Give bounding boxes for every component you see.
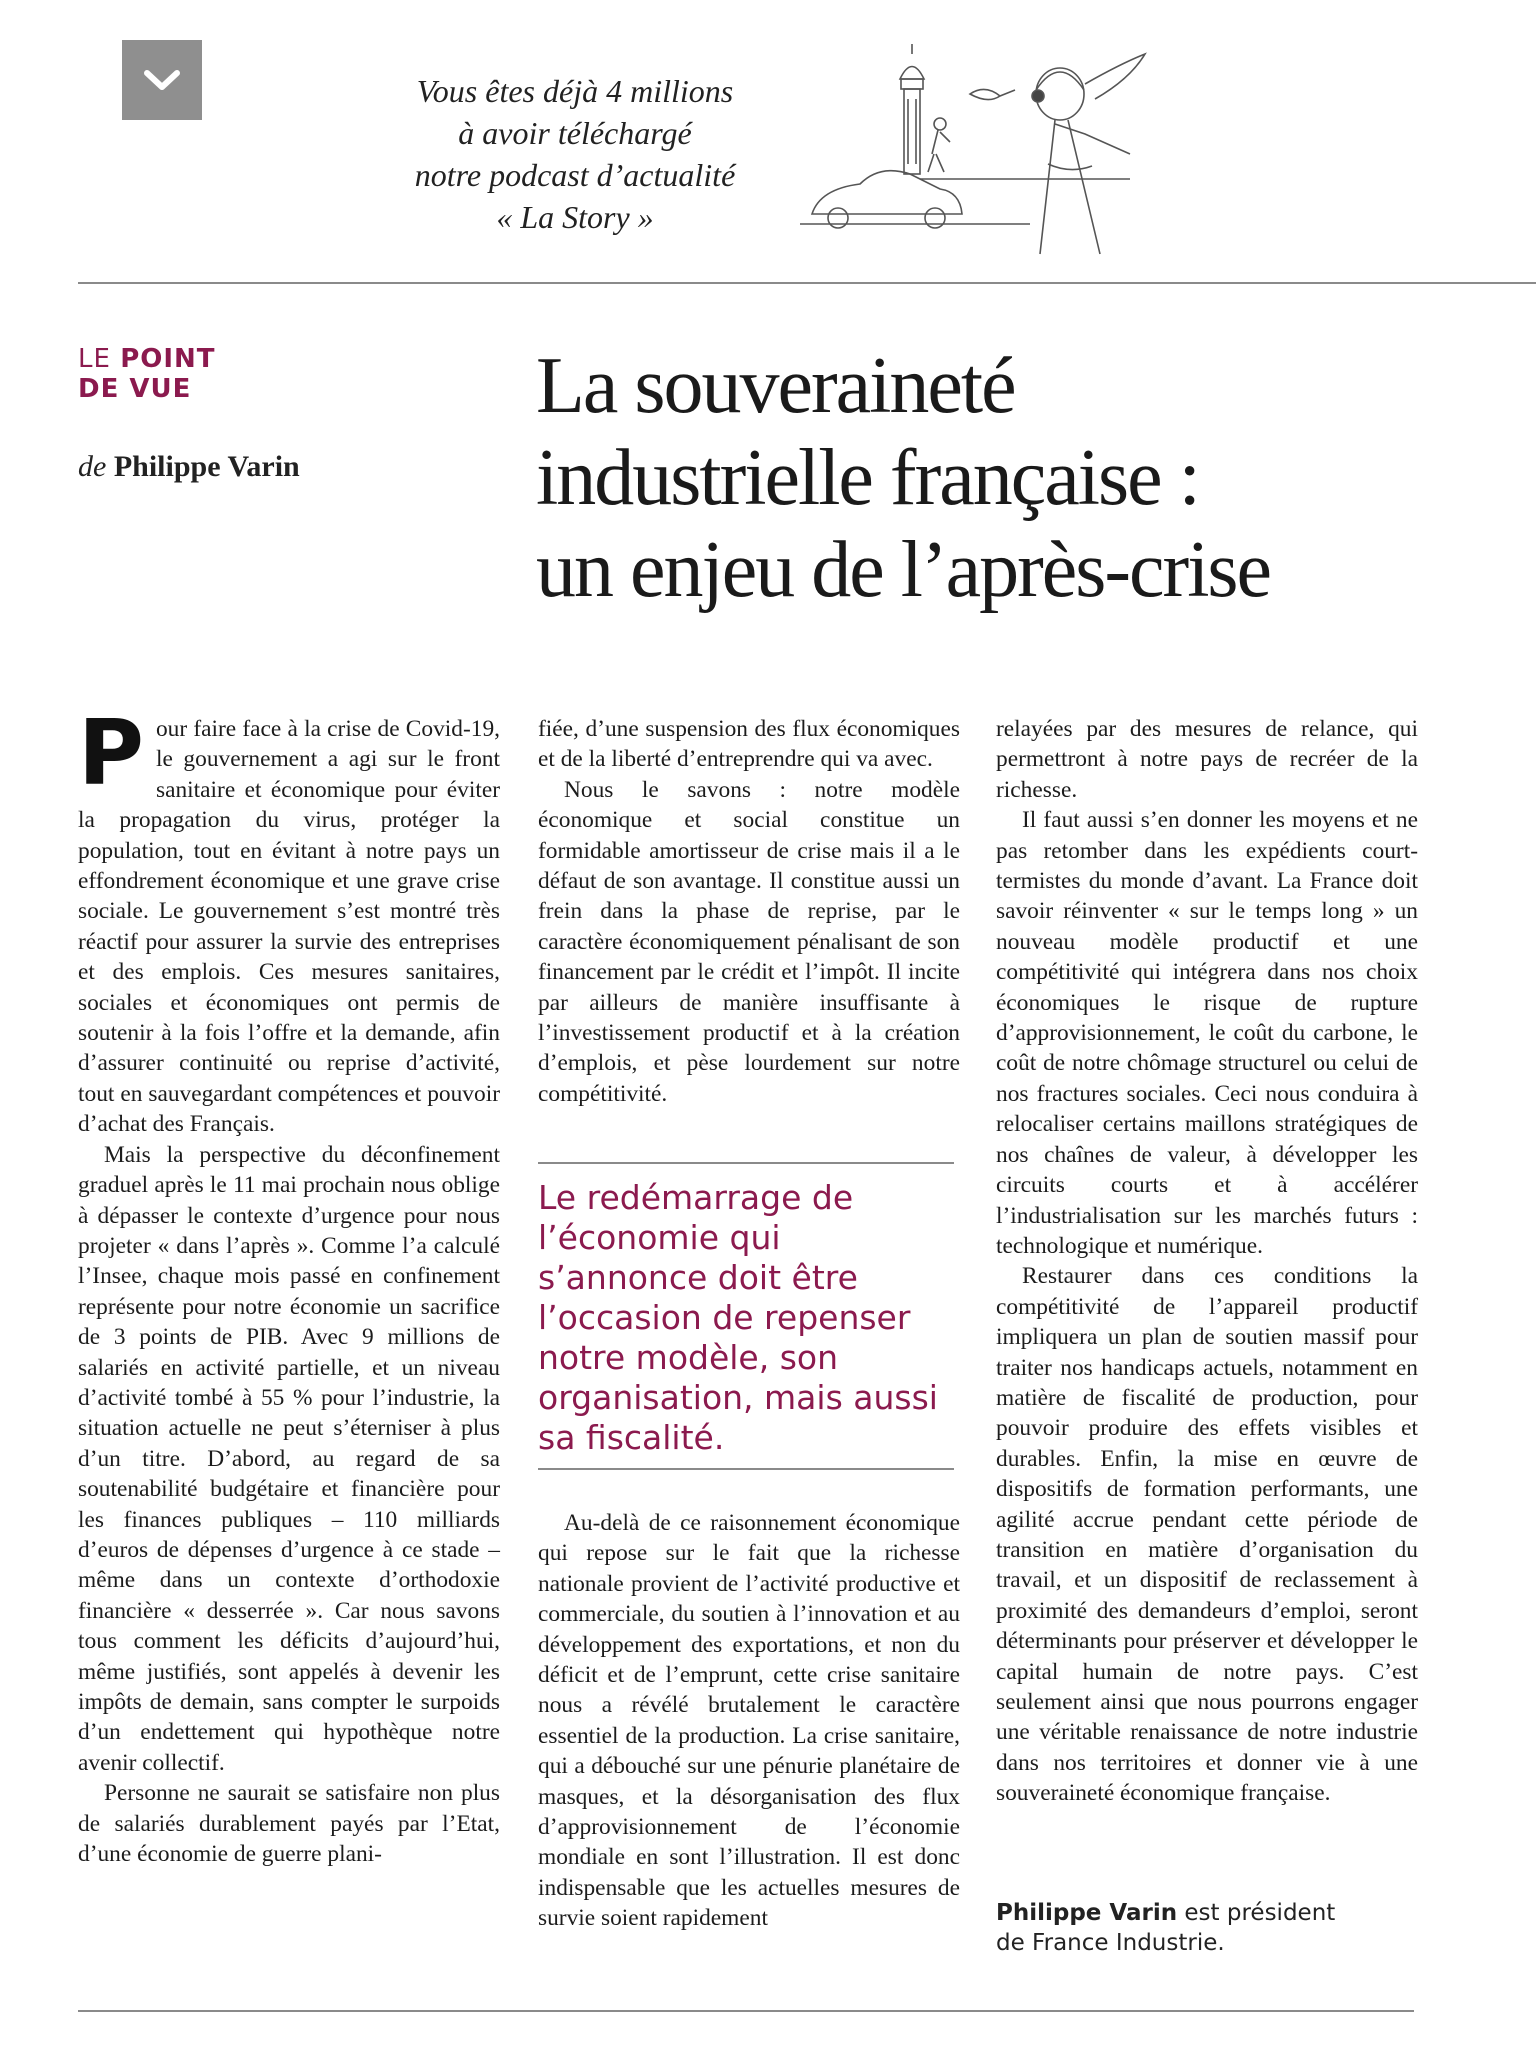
article-column-2-continued — [538, 1508, 960, 1934]
byline-author: Philippe Varin — [113, 450, 300, 483]
drop-cap: P — [78, 701, 144, 806]
podcast-illustration — [800, 24, 1170, 274]
paragraph-text: our faire face à la crise de Covid-19, le gouvernement a agi sur le front sanitaire et économique pour éviter la propagation du virus, protéger la population, tout en évitant à notre pays un effondrement économique et une grave crise sociale. Le gouvernement s’est montré très réactif pour assurer la survie des entreprises et des emplois. Ces mesures sanitaires, sociales et économiques ont permis de soutenir à la fois l’offre et la demande, afin d’assurer continuité ou reprise d’activité, tout en sauvegardant compétences et pouvoir d’achat des Français. — [78, 716, 500, 1138]
headline-line: un enjeu de l’après-crise — [536, 526, 1271, 614]
promo-line: notre podcast d’actualité — [414, 157, 736, 193]
byline-prefix: de — [78, 450, 107, 483]
promo-line: « La Story » — [496, 199, 654, 235]
article-paragraph: Restaurer dans ces conditions la compétitivité de l’appareil productif impliquera un plan de soutien massif pour traiter nos handicaps actuels, notamment en matière de fiscalité de production, pour pouvoir produire des effets visibles et durables. Enfin, la mise en œuvre de dispositifs de formation performants, une agilité accrue pendant cette période de transition en matière d’organisation du travail, et un dispositif de reclassement à proximité des demandeurs d’emploi, seront déterminants pour préserver et développer le capital humain de notre pays. C’est seulement ainsi que nous pourrons engager une véritable renaissance de notre industrie dans nos territoires et donner vie à une souveraineté économique française. — [996, 1263, 1418, 1807]
article-paragraph: fiée, d’une suspension des flux économiques et de la liberté d’entreprendre qui va avec. — [538, 716, 960, 773]
section-label-prefix: LE — [78, 344, 121, 374]
article-column-3 — [996, 714, 1418, 1809]
article-paragraph: Au-delà de ce raisonnement économique qui repose sur le fait que la richesse nationale provient de l’activité productive et commerciale, du soutien à l’innovation et au développement des exportations, et non du déficit et de l’emprunt, cette crise sanitaire nous a révélé brutalement le caractère essentiel de la production. La crise sanitaire, qui a débouché sur une pénurie planétaire de masques, et la désorganisation des flux d’approvisionnement de l’économie mondiale en sont l’illustration. Il est donc indispensable que les actuelles mesures de survie soient rapidement — [538, 1510, 960, 1932]
article-paragraph: Il faut aussi s’en donner les moyens et ne pas retomber dans les expédients court-termistes du monde d’avant. La France doit savoir réinventer « sur le temps long » un nouveau modèle productif et une compétitivité qui intégrera dans nos choix économiques le risque de rupture d’approvisionnement, le coût du carbone, le coût de notre chômage structurel ou celui de nos fractures sociales. Ceci nous conduira à relocaliser certains maillons stratégiques de nos chaînes de valeur, à développer les circuits courts et à accélérer l’industrialisation sur les marchés futurs : technologique et numérique. — [996, 807, 1418, 1259]
collapse-button[interactable] — [122, 40, 202, 120]
article-column-1 — [78, 701, 500, 1869]
article-paragraph: Nous le savons : notre modèle économique et social constitue un formidable amortisseur de crise mais il a le défaut de son avantage. Il constitue aussi un frein dans la phase de reprise, par le caractère économiquement pénalisant de son financement par le crédit et l’impôt. Il incite par ailleurs de manière insuffisante à l’investissement productif et à la création d’emplois, et pèse lourdement sur notre compétitivité. — [538, 776, 960, 1107]
article-column-2 — [538, 714, 960, 1109]
promo-line: à avoir téléchargé — [458, 115, 692, 151]
section-label-vue: DE VUE — [78, 374, 192, 404]
article-paragraph: relayées par des mesures de relance, qui permettront à notre pays de recréer de la richesse. — [996, 716, 1418, 803]
podcast-promo[interactable] — [330, 70, 820, 238]
article-headline — [536, 340, 1436, 616]
pullquote-bottom-rule — [538, 1468, 954, 1470]
headline-line: La souveraineté — [536, 342, 1015, 430]
chevron-down-icon — [143, 68, 181, 92]
section-label — [78, 344, 278, 404]
author-bio-text: est président — [1177, 1900, 1336, 1926]
headline-line: industrielle française : — [536, 434, 1199, 522]
author-bio-name: Philippe Varin — [996, 1900, 1178, 1926]
author-bio-text: de France Industrie. — [996, 1930, 1225, 1956]
section-label-point: POINT — [120, 344, 216, 374]
byline — [78, 450, 300, 484]
author-bio — [996, 1898, 1416, 1958]
article-paragraph: Mais la perspective du déconfinement graduel après le 11 mai prochain nous oblige à dépasser le contexte d’urgence pour nous projeter « dans l’après ». Comme l’a calculé l’Insee, chaque mois passé en confinement représente pour notre économie un sacrifice de 3 points de PIB. Avec 9 millions de salariés en activité partielle, et un niveau d’activité tombé à 55 % pour l’industrie, la situation actuelle ne peut s’éterniser à plus d’un titre. D’abord, au regard de sa soutenabilité budgétaire et financière pour les finances publiques – 110 milliards d’euros de dépenses d’urgence à ce stade – même dans un contexte d’orthodoxie financière « desserrée ». Car nous savons tous comment les déficits d’aujourd’hui, même justifiés, sont appelés à devenir les impôts de demain, sans compter le surpoids d’un endettement qui hypothèque notre avenir collectif. — [78, 1141, 500, 1776]
article-paragraph — [78, 701, 500, 1140]
pullquote-top-rule — [538, 1162, 954, 1164]
top-divider — [78, 282, 1536, 284]
bottom-divider — [78, 2010, 1414, 2012]
article-paragraph: Personne ne saurait se satisfaire non plus de salariés durablement payés par l’Etat, d’une économie de guerre plani- — [78, 1780, 500, 1868]
pull-quote: Le redémarrage de l’économie qui s’annonce doit être l’occasion de repenser notre modèle, son organisation, mais aussi sa fiscalité. — [538, 1178, 938, 1457]
promo-line: Vous êtes déjà 4 millions — [416, 73, 734, 109]
